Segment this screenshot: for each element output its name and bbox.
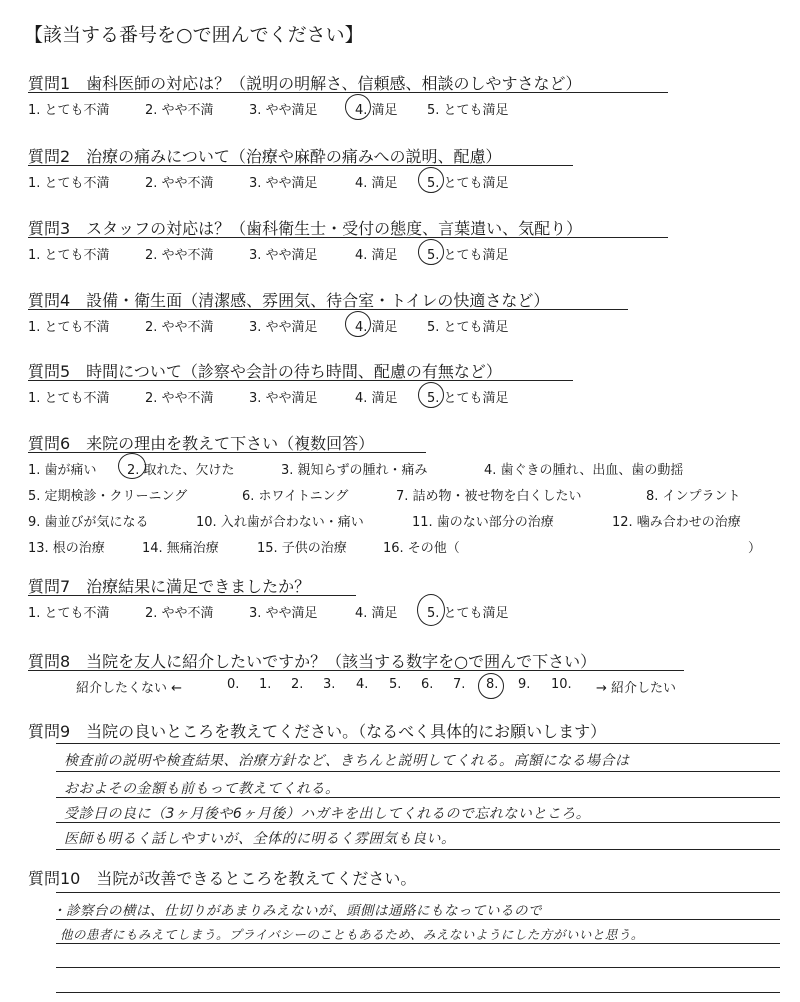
question-7-title: 質問7 治療結果に満足できましたか？ <box>28 577 311 596</box>
reason-12[interactable]: 12. 噛み合わせの治療 <box>612 515 741 530</box>
option-3[interactable]: 3. やや満足 <box>249 606 318 621</box>
option-2[interactable]: 2. やや不満 <box>145 248 214 263</box>
scale-8[interactable]: 8. <box>486 677 499 692</box>
reason-4[interactable]: 4. 歯ぐきの腫れ、出血、歯の動揺 <box>484 463 684 478</box>
option-2[interactable]: 2. やや不満 <box>145 176 214 191</box>
reason-9[interactable]: 9. 歯並びが気になる <box>28 515 149 530</box>
q9-answer-line-4[interactable]: 医師も明るく話しやすいが、全体的に明るく雰囲気も良い。 <box>64 831 456 847</box>
scale-4[interactable]: 4. <box>356 677 369 692</box>
option-4[interactable]: 4. 満足 <box>355 391 398 406</box>
q9-answer-line-3[interactable]: 受診日の良に（3ヶ月後や6ヶ月後）ハガキを出してくれるので忘れないところ。 <box>64 806 591 822</box>
answer-rule <box>56 771 780 772</box>
reason-7[interactable]: 7. 詰め物・被せ物を白くしたい <box>396 489 582 504</box>
selection-circle <box>345 311 371 337</box>
reason-13[interactable]: 13. 根の治療 <box>28 541 105 556</box>
option-5[interactable]: 5. とても満足 <box>427 391 509 406</box>
option-3[interactable]: 3. やや満足 <box>249 320 318 335</box>
reason-3[interactable]: 3. 親知らずの腫れ・痛み <box>281 463 428 478</box>
answer-rule <box>56 992 780 993</box>
scale-10[interactable]: 10. <box>551 677 572 692</box>
scale-2[interactable]: 2. <box>291 677 304 692</box>
q10-answer-line-2[interactable]: 他の患者にもみえてしまう。プライバシーのこともあるため、みえないようにした方がいいと思う。 <box>60 927 644 942</box>
answer-rule <box>56 967 780 968</box>
option-5[interactable]: 5. とても満足 <box>427 103 509 118</box>
option-5[interactable]: 5. とても満足 <box>427 606 509 621</box>
reason-10[interactable]: 10. 入れ歯が合わない・痛い <box>196 515 364 530</box>
question-5-underline <box>28 380 573 381</box>
answer-rule <box>56 919 780 920</box>
option-3[interactable]: 3. やや満足 <box>249 248 318 263</box>
selection-circle <box>417 594 445 626</box>
option-4[interactable]: 4. 満足 <box>355 248 398 263</box>
scale-1[interactable]: 1. <box>259 677 272 692</box>
option-5[interactable]: 5. とても満足 <box>427 176 509 191</box>
question-3-title: 質問3 スタッフの対応は？（歯科衛生士・受付の態度、言葉遣い、気配り） <box>28 219 583 238</box>
answer-rule <box>56 943 780 944</box>
option-2[interactable]: 2. やや不満 <box>145 320 214 335</box>
selection-circle <box>418 382 444 408</box>
option-1[interactable]: 1. とても不満 <box>28 606 110 621</box>
question-1-underline <box>28 92 668 93</box>
reason-11[interactable]: 11. 歯のない部分の治療 <box>412 515 554 530</box>
form-heading: 【該当する番号を○で囲んでください】 <box>24 24 364 46</box>
option-4[interactable]: 4. 満足 <box>355 320 398 335</box>
scale-0[interactable]: 0. <box>227 677 240 692</box>
option-1[interactable]: 1. とても不満 <box>28 391 110 406</box>
reason-15[interactable]: 15. 子供の治療 <box>257 541 347 556</box>
selection-circle <box>418 167 444 193</box>
option-2[interactable]: 2. やや不満 <box>145 606 214 621</box>
selection-circle <box>118 453 146 479</box>
option-5[interactable]: 5. とても満足 <box>427 248 509 263</box>
option-2[interactable]: 2. やや不満 <box>145 103 214 118</box>
question-4-title: 質問4 設備・衛生面（清潔感、雰囲気、待合室・トイレの快適さなど） <box>28 291 550 310</box>
option-5[interactable]: 5. とても満足 <box>427 320 509 335</box>
option-1[interactable]: 1. とても不満 <box>28 176 110 191</box>
question-7-underline <box>28 595 356 596</box>
question-3-underline <box>28 237 668 238</box>
q10-answer-line-1[interactable]: ・診察台の横は、仕切りがあまりみえないが、頭側は通路にもなっているので <box>52 903 542 919</box>
scale-7[interactable]: 7. <box>453 677 466 692</box>
answer-rule <box>56 892 780 893</box>
question-6-underline <box>28 452 426 453</box>
q9-answer-line-2[interactable]: おおよその金額も前もって教えてくれる。 <box>64 781 340 797</box>
other-close-paren: ） <box>748 541 762 556</box>
selection-circle <box>478 673 504 699</box>
selection-circle <box>418 239 444 265</box>
scale-5[interactable]: 5. <box>389 677 402 692</box>
selection-circle <box>345 94 371 120</box>
answer-rule <box>56 743 780 744</box>
reason-1[interactable]: 1. 歯が痛い <box>28 463 97 478</box>
option-4[interactable]: 4. 満足 <box>355 606 398 621</box>
scale-9[interactable]: 9. <box>518 677 531 692</box>
question-10-title: 質問10 当院が改善できるところを教えてください。 <box>28 869 417 888</box>
scale-right-label: → 紹介したい <box>596 681 677 696</box>
reason-6[interactable]: 6. ホワイトニング <box>242 489 349 504</box>
question-5-title: 質問5 時間について（診察や会計の待ち時間、配慮の有無など） <box>28 362 502 381</box>
reason-8[interactable]: 8. インプラント <box>646 489 741 504</box>
question-8-underline <box>28 670 684 671</box>
q9-answer-line-1[interactable]: 検査前の説明や検査結果、治療方針など、きちんと説明してくれる。高額になる場合は <box>64 753 630 769</box>
option-3[interactable]: 3. やや満足 <box>249 391 318 406</box>
reason-5[interactable]: 5. 定期検診・クリーニング <box>28 489 188 504</box>
scale-3[interactable]: 3. <box>323 677 336 692</box>
option-3[interactable]: 3. やや満足 <box>249 176 318 191</box>
reason-2[interactable]: 2. 取れた、欠けた <box>127 463 235 478</box>
question-2-title: 質問2 治療の痛みについて（治療や麻酔の痛みへの説明、配慮） <box>28 147 502 166</box>
question-9-title: 質問9 当院の良いところを教えてください。（なるべく具体的にお願いします） <box>28 722 607 741</box>
reason-16-other[interactable]: 16. その他（ <box>383 541 460 556</box>
question-6-title: 質問6 来院の理由を教えて下さい（複数回答） <box>28 434 375 453</box>
scale-left-label: 紹介したくない ← <box>76 681 183 696</box>
option-4[interactable]: 4. 満足 <box>355 103 398 118</box>
question-8-title: 質問8 当院を友人に紹介したいですか？（該当する数字を○で囲んで下さい） <box>28 652 597 671</box>
answer-rule <box>56 822 780 823</box>
scale-6[interactable]: 6. <box>421 677 434 692</box>
answer-rule <box>56 797 780 798</box>
option-1[interactable]: 1. とても不満 <box>28 248 110 263</box>
option-2[interactable]: 2. やや不満 <box>145 391 214 406</box>
reason-14[interactable]: 14. 無痛治療 <box>142 541 219 556</box>
answer-rule <box>56 849 780 850</box>
question-2-underline <box>28 165 573 166</box>
question-1-title: 質問1 歯科医師の対応は？（説明の明解さ、信頼感、相談のしやすさなど） <box>28 74 582 93</box>
question-4-underline <box>28 309 628 310</box>
option-1[interactable]: 1. とても不満 <box>28 320 110 335</box>
option-3[interactable]: 3. やや満足 <box>249 103 318 118</box>
option-4[interactable]: 4. 満足 <box>355 176 398 191</box>
option-1[interactable]: 1. とても不満 <box>28 103 110 118</box>
